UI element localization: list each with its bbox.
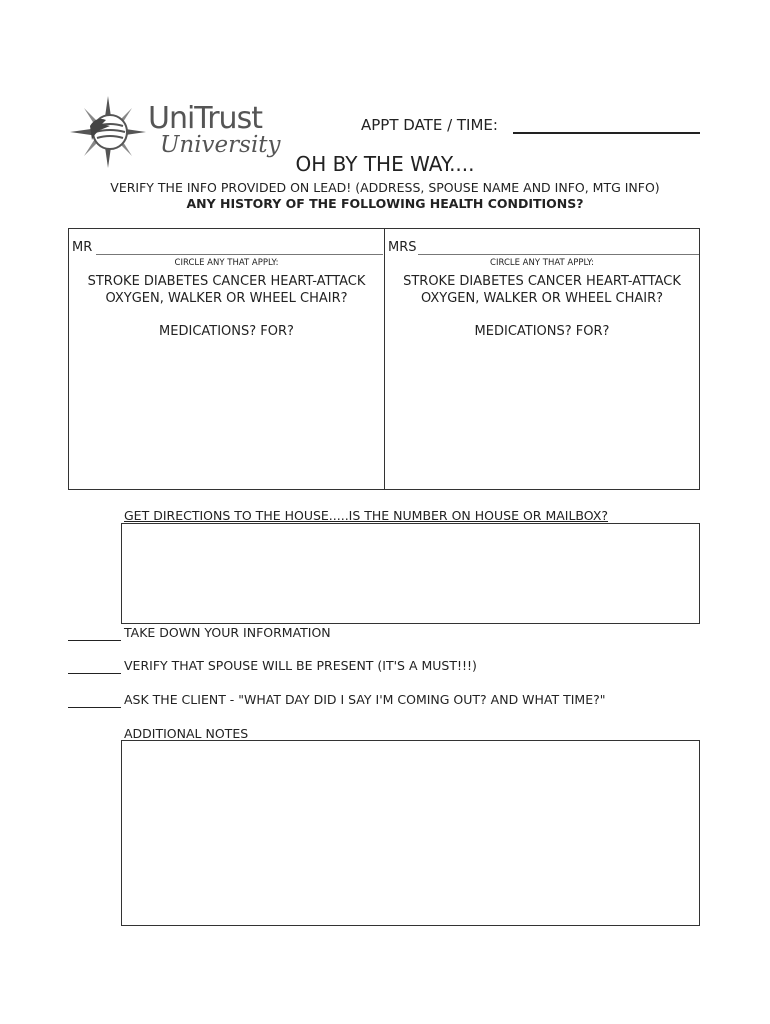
additional-notes-field[interactable] (121, 740, 700, 926)
additional-notes-label: ADDITIONAL NOTES (124, 726, 249, 741)
appt-date-time-label: APPT DATE / TIME: (361, 116, 498, 134)
mr-circle-instruction: CIRCLE ANY THAT APPLY: (174, 258, 279, 268)
health-conditions-box (68, 228, 700, 490)
checklist-item-2: VERIFY THAT SPOUSE WILL BE PRESENT (IT'S A MUST!!!) (124, 658, 477, 673)
logo-sub-text: University (160, 132, 281, 158)
mr-medications-label: MEDICATIONS? FOR? (159, 324, 294, 339)
page-title: OH BY THE WAY.... (295, 152, 475, 176)
mrs-name-field[interactable] (418, 254, 699, 255)
checklist-blank-3[interactable] (68, 707, 121, 708)
mrs-conditions-line-2: OXYGEN, WALKER OR WHEEL CHAIR? (420, 291, 664, 306)
mrs-circle-instruction: CIRCLE ANY THAT APPLY: (490, 258, 594, 268)
directions-field[interactable] (121, 523, 700, 624)
mr-column (69, 229, 385, 489)
mr-conditions-line-2: OXYGEN, WALKER OR WHEEL CHAIR? (105, 291, 348, 306)
mr-name-field[interactable] (96, 254, 383, 255)
logo-brand-text: UniTrust (148, 101, 262, 136)
checklist-blank-2[interactable] (68, 673, 121, 674)
mrs-medications-label: MEDICATIONS? FOR? (474, 324, 610, 339)
directions-label: GET DIRECTIONS TO THE HOUSE.....IS THE NUMBER ON HOUSE OR MAILBOX? (124, 508, 609, 523)
checklist-blank-1[interactable] (68, 640, 121, 641)
mr-conditions-line-1: STROKE DIABETES CANCER HEART-ATTACK (87, 274, 366, 289)
checklist-item-3: ASK THE CLIENT - "WHAT DAY DID I SAY I'M COMING OUT? AND WHAT TIME?" (124, 692, 606, 707)
mrs-conditions-line-1: STROKE DIABETES CANCER HEART-ATTACK (403, 274, 681, 289)
mrs-label: MRS (388, 240, 417, 255)
checklist-item-1: TAKE DOWN YOUR INFORMATION (124, 625, 331, 640)
mrs-column (385, 229, 699, 489)
health-conditions-heading: ANY HISTORY OF THE FOLLOWING HEALTH CONDITIONS? (186, 196, 584, 211)
appt-date-time-field[interactable] (513, 132, 700, 134)
verify-instruction: VERIFY THE INFO PROVIDED ON LEAD! (ADDRESS, SPOUSE NAME AND INFO, MTG INFO) (110, 180, 660, 195)
mr-label: MR (72, 240, 93, 255)
